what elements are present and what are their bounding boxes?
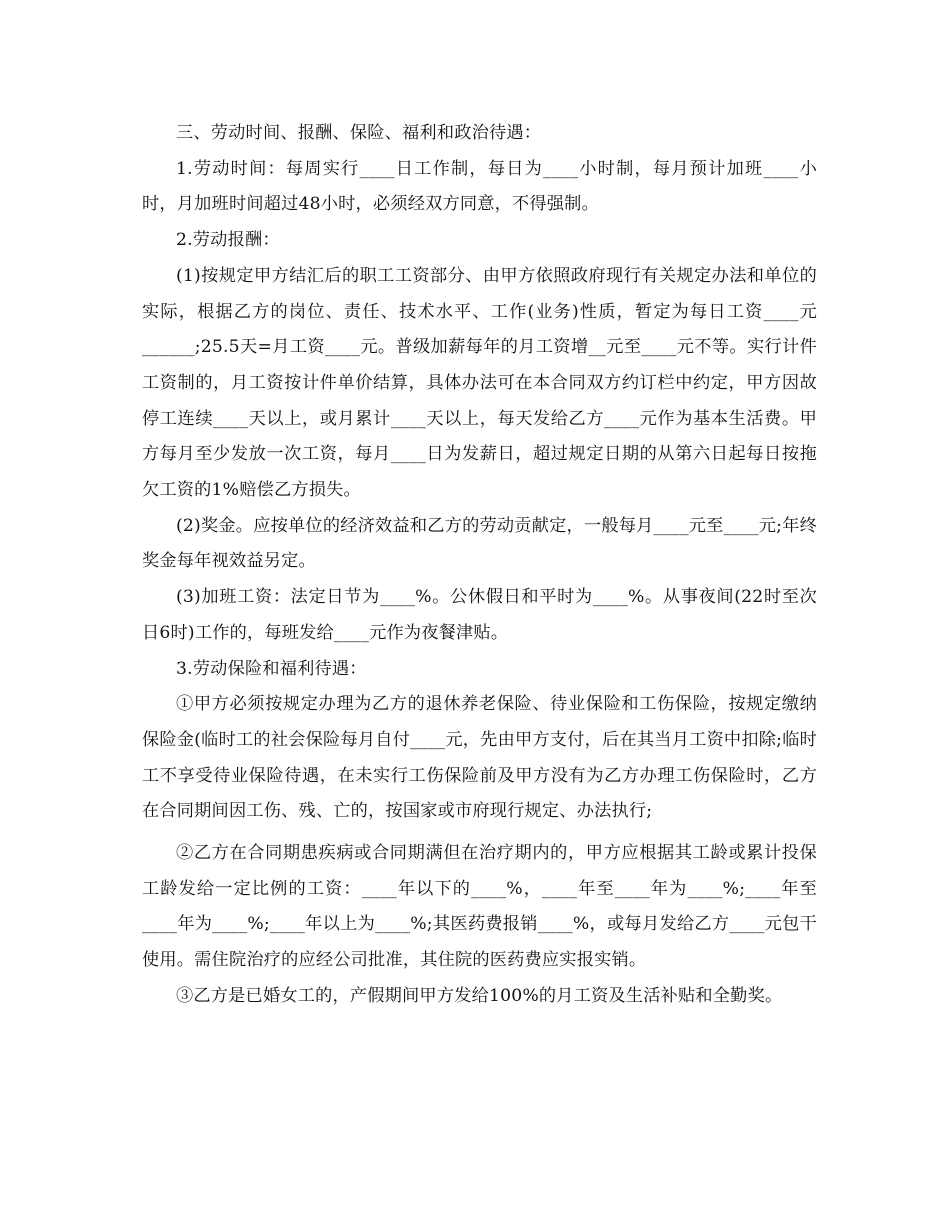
paragraph-working-hours: 1.劳动时间：每周实行____日工作制，每日为____小时制，每月预计加班____小时，月加班时间超过48小时，必须经双方同意，不得强制。 — [142, 158, 817, 215]
paragraph-overtime-pay: (3)加班工资：法定日节为____%。公休假日和平时为____%。从事夜间(22时至次日6时)工作的，每班发给____元作为夜餐津贴。 — [142, 587, 817, 643]
paragraph-insurance-1: ①甲方必须按规定办理为乙方的退休养老保险、待业保险和工伤保险，按规定缴纳保险金(临时工的社会保险每月自付____元，先由甲方支付，后在其当月工资中扣除;临时工不享受待业保险待遇，在未实行工伤保险前及甲方没有为乙方办理工伤保险时，乙方在合同期间因工伤、残、亡的，按国家或市府现行规定、办法执行; — [142, 694, 817, 822]
document-body — [142, 116, 817, 1015]
paragraph-insurance-2: ②乙方在合同期患疾病或合同期满但在治疗期内的，甲方应根据其工龄或累计投保工龄发给一定比例的工资：____年以下的____%，____年至____年为____%;____年至____年为____%;____年以上为____%;其医药费报销____%，或每月发给乙方____元包干使用。需住院治疗的应经公司批准，其住院的医药费应实报实销。 — [142, 843, 817, 971]
paragraph-remuneration-heading: 2.劳动报酬： — [176, 230, 280, 251]
paragraph-insurance-3: ③乙方是已婚女工的，产假期间甲方发给100%的月工资及生活补贴和全勤奖。 — [176, 985, 783, 1006]
paragraph-bonus: (2)奖金。应按单位的经济效益和乙方的劳动贡献定，一般每月____元至____元;年终奖金每年视效益另定。 — [142, 515, 817, 572]
paragraph-insurance-heading: 3.劳动保险和福利待遇： — [176, 658, 367, 679]
section-heading: 三、劳动时间、报酬、保险、福利和政治待遇： — [176, 123, 542, 143]
paragraph-remuneration-wages: (1)按规定甲方结汇后的职工工资部分、由甲方依照政府现行有关规定办法和单位的实际，根据乙方的岗位、责任、技术水平、工作(业务)性质，暂定为每日工资____元______;25.5天=月工资____元。普级加薪每年的月工资增__元至____元不等。实行计件工资制的，月工资按计件单价结算，具体办法可在本合同双方约订栏中约定，甲方因故停工连续____天以上，或月累计____天以上，每天发给乙方____元作为基本生活费。甲方每月至少发放一次工资，每月____日为发薪日，超过规定日期的从第六日起每日按拖欠工资的1%赔偿乙方损失。 — [142, 265, 817, 501]
